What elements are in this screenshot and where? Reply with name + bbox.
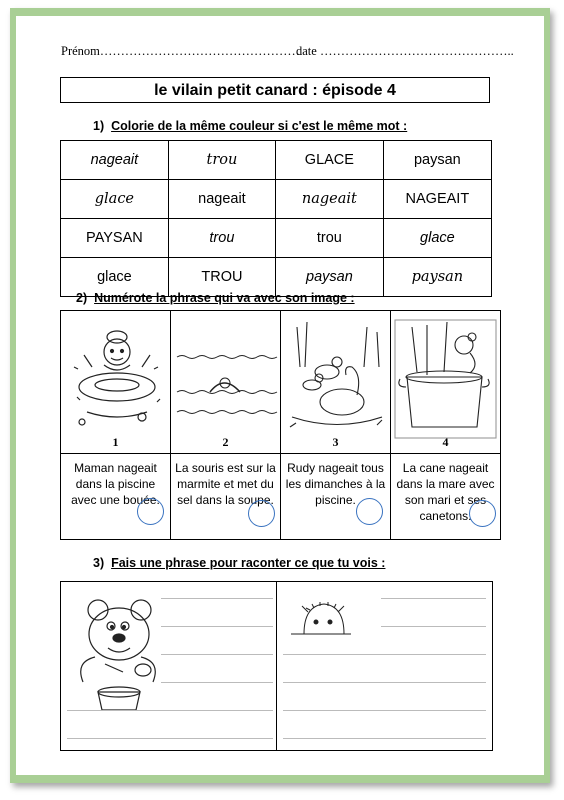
bear-eating-soup-illustration <box>63 592 173 717</box>
word-cell[interactable]: glace <box>61 180 169 219</box>
sentence-2: La souris est sur la marmite et met du sel dans la soupe. <box>175 461 276 507</box>
answer-circle-3[interactable] <box>356 498 383 525</box>
writing-line[interactable] <box>283 738 486 739</box>
q3-number: 3) <box>93 556 105 570</box>
sentence-1: Maman nageait dans la piscine avec une bouée. <box>71 461 160 507</box>
image-cell-2 <box>171 311 281 454</box>
word-table-row <box>61 219 492 258</box>
word-cell[interactable]: GLACE <box>276 141 384 180</box>
sentence-cell-3 <box>281 454 391 540</box>
writing-line[interactable] <box>161 598 273 599</box>
q2-instruction: Numérote la phrase qui va avec son image : <box>94 291 355 305</box>
word-cell[interactable]: TROU <box>168 258 275 297</box>
image-number-1: 1 <box>112 435 119 449</box>
word-cell[interactable]: paysan <box>383 141 491 180</box>
word-cell[interactable]: nageait <box>61 141 169 180</box>
q1-heading <box>93 119 407 133</box>
woman-in-rubber-ring-illustration <box>62 317 169 442</box>
word-cell[interactable]: paysan <box>383 258 491 297</box>
writing-line[interactable] <box>161 682 273 683</box>
word-table-row <box>61 180 492 219</box>
image-cell-3 <box>281 311 391 454</box>
image-number-3: 3 <box>332 435 339 449</box>
q2-heading <box>76 291 355 305</box>
writing-line[interactable] <box>381 626 486 627</box>
writing-box-divider <box>276 582 277 750</box>
word-cell[interactable]: NAGEAIT <box>383 180 491 219</box>
writing-line[interactable] <box>161 654 273 655</box>
writing-line[interactable] <box>283 654 486 655</box>
writing-line[interactable] <box>67 710 273 711</box>
answer-circle-4[interactable] <box>469 500 496 527</box>
word-cell[interactable]: trou <box>276 219 384 258</box>
word-cell[interactable]: glace <box>61 258 169 297</box>
word-cell[interactable]: paysan <box>276 258 384 297</box>
q1-number: 1) <box>93 119 105 133</box>
mouse-peeking-illustration <box>286 594 361 639</box>
prenom-field[interactable]: Prénom………………………………………… <box>61 44 300 58</box>
picture-table <box>60 310 501 540</box>
worksheet-title: le vilain petit canard : épisode 4 <box>60 77 490 103</box>
word-cell[interactable]: trou <box>168 219 275 258</box>
answer-circle-2[interactable] <box>248 500 275 527</box>
word-cell[interactable]: nageait <box>276 180 384 219</box>
q3-instruction: Fais une phrase pour raconter ce que tu vois : <box>111 556 386 570</box>
word-table-row <box>61 141 492 180</box>
swimmer-in-pool-illustration <box>172 317 279 442</box>
q2-number: 2) <box>76 291 88 305</box>
writing-line[interactable] <box>283 682 486 683</box>
q3-heading <box>93 556 385 570</box>
word-cell[interactable]: glace <box>383 219 491 258</box>
mouse-on-cooking-pot-illustration <box>392 317 499 442</box>
q1-instruction: Colorie de la même couleur si c'est le même mot : <box>111 119 408 133</box>
answer-circle-1[interactable] <box>137 498 164 525</box>
sentence-3: Rudy nageait tous les dimanches à la piscine. <box>285 461 386 507</box>
image-cell-4 <box>391 311 501 454</box>
image-number-4: 4 <box>442 435 449 449</box>
word-cell[interactable]: trou <box>168 141 275 180</box>
image-number-2: 2 <box>222 435 229 449</box>
word-cell[interactable]: nageait <box>168 180 275 219</box>
ducks-on-pond-illustration <box>282 317 389 442</box>
writing-box <box>60 581 493 751</box>
word-table <box>60 140 492 297</box>
writing-line[interactable] <box>67 738 273 739</box>
sentence-cell-1 <box>61 454 171 540</box>
sentence-4: La cane nageait dans la mare avec son mari et ses canetons. <box>396 461 495 523</box>
image-cell-1 <box>61 311 171 454</box>
word-cell[interactable]: PAYSAN <box>61 219 169 258</box>
writing-line[interactable] <box>161 626 273 627</box>
writing-line[interactable] <box>381 598 486 599</box>
sentence-cell-2 <box>171 454 281 540</box>
date-field[interactable]: date ……………………………………….. <box>296 44 514 58</box>
sentence-cell-4 <box>391 454 501 540</box>
writing-line[interactable] <box>283 710 486 711</box>
